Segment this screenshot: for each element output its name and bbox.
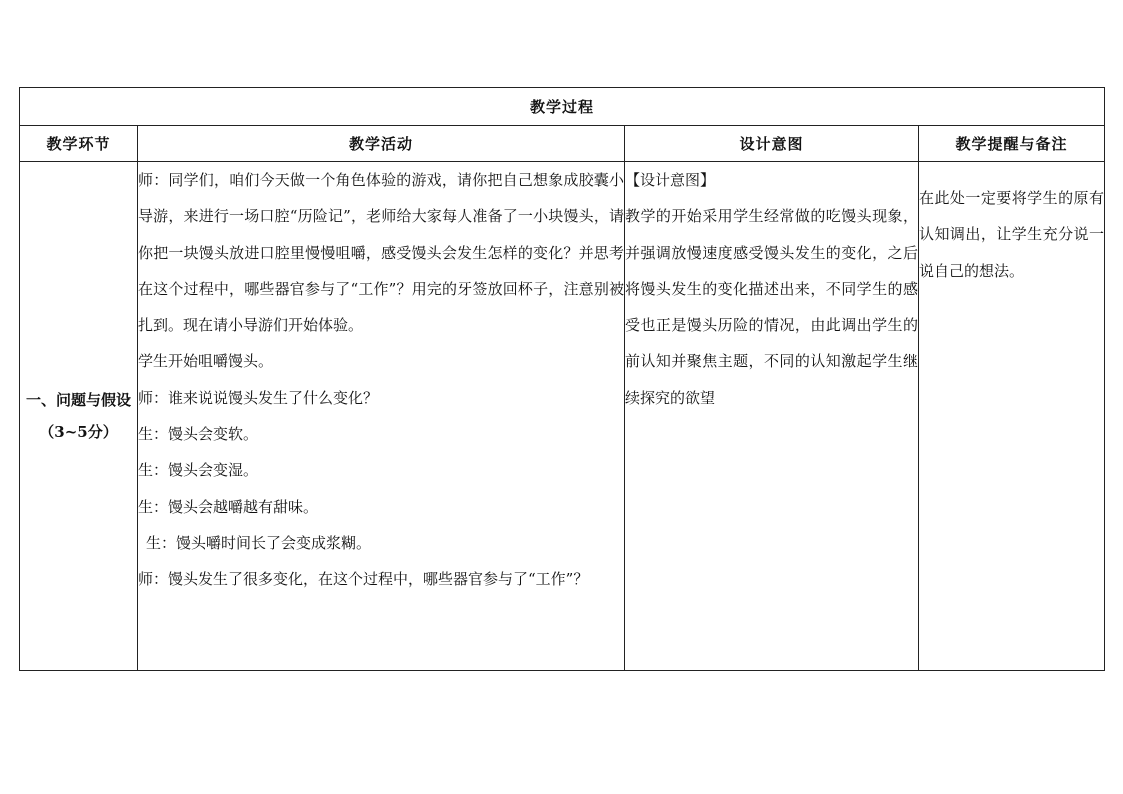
stage-cell: 一、问题与假设（3~5分） (20, 162, 138, 671)
intent-cell (625, 162, 919, 671)
activity-paragraph: 生：馒头嚼时间长了会变成浆糊。 (146, 533, 372, 552)
activity-paragraph: 师：馒头发生了很多变化，在这个过程中，哪些器官参与了“工作”？ (138, 570, 589, 589)
activity-cell (138, 162, 625, 671)
activity-paragraph: 学生开始咀嚼馒头。 (138, 352, 274, 371)
header-intent: 设计意图 (625, 126, 919, 162)
activity-paragraph: 师：谁来说说馒头发生了什么变化？ (138, 388, 379, 407)
table-title: 教学过程 (20, 88, 1105, 126)
header-activity: 教学活动 (138, 126, 625, 162)
notes-cell (919, 162, 1105, 671)
table-row (20, 162, 1105, 671)
notes-text: 在此处一定要将学生的原有认知调出，让学生充分说一说自己的想法。 (919, 189, 1105, 280)
intent-text: 教学的开始采用学生经常做的吃馒头现象，并强调放慢速度感受馒头发生的变化，之后将馒头发生的变化描述出来，不同学生的感受也正是馒头历险的情况，由此调出学生的前认知并聚焦主题，不同的认知激起学生继续探究的欲望 (625, 207, 918, 407)
intent-label: 【设计意图】 (625, 171, 716, 189)
header-row (20, 126, 1105, 162)
activity-paragraph: 生：馒头会变软。 (138, 425, 259, 444)
lesson-table (19, 87, 1105, 671)
activity-paragraph: 生：馒头会越嚼越有甜味。 (138, 497, 319, 516)
activity-paragraph: 师：同学们，咱们今天做一个角色体验的游戏，请你把自己想象成胶囊小导游，来进行一场口腔“历险记”，老师给大家每人准备了一小块馒头，请你把一块馒头放进口腔里慢慢咀嚼，感受馒头会发生怎样的变化？并思考在这个过程中，哪些器官参与了“工作”？用完的牙签放回杯子，注意别被扎到。现在请小导游们开始体验。 (138, 171, 624, 335)
header-stage: 教学环节 (20, 126, 138, 162)
activity-paragraph: 生：馒头会变湿。 (138, 461, 259, 480)
title-row (20, 88, 1105, 126)
header-notes: 教学提醒与备注 (919, 126, 1105, 162)
